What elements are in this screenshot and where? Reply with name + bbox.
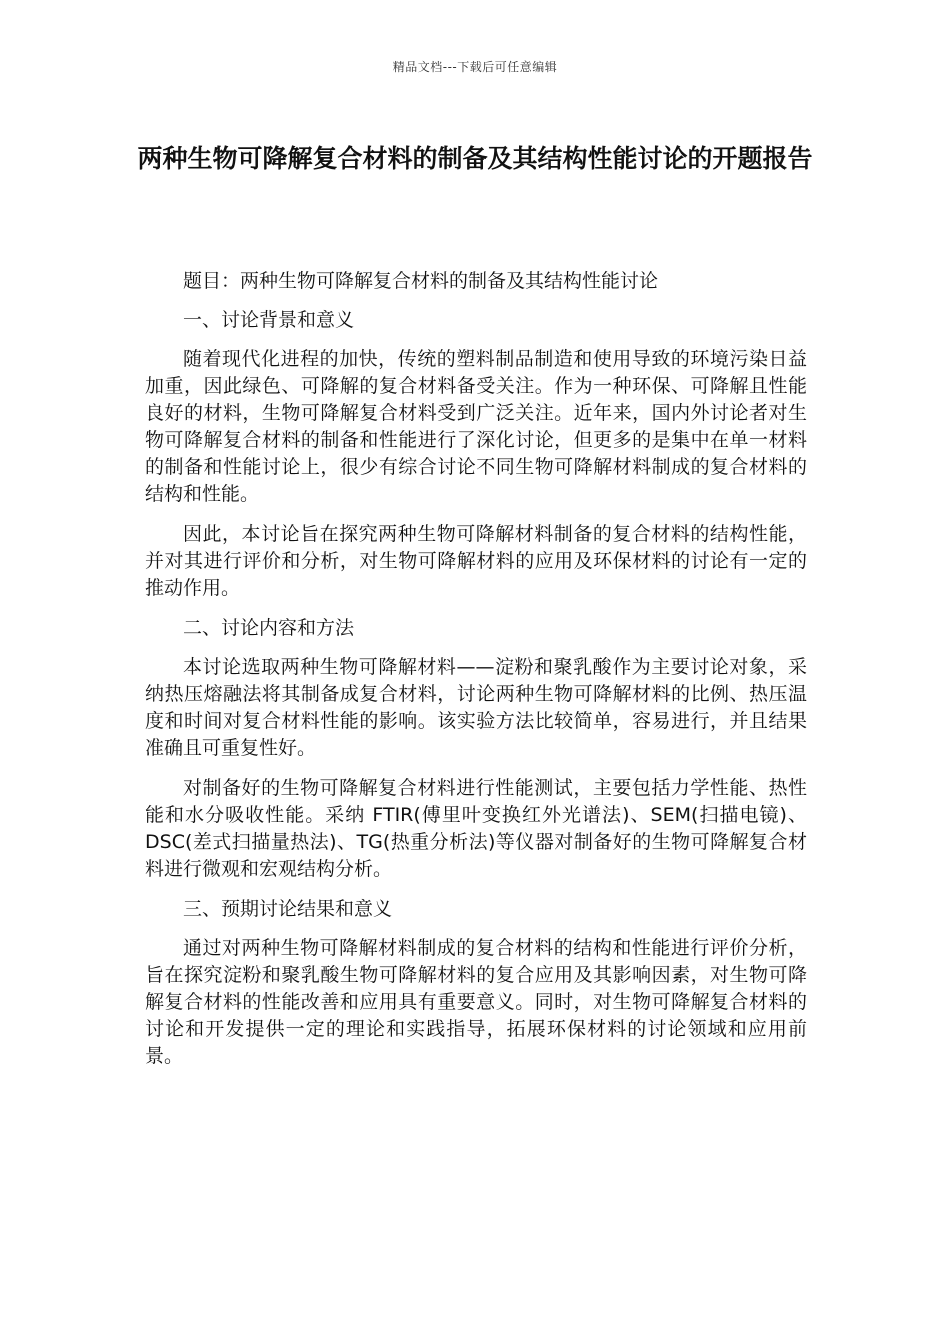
document-body [145,268,807,1083]
section-heading-background: 一、讨论背景和意义 [183,309,355,331]
section-heading-methods: 二、讨论内容和方法 [183,617,355,639]
paragraph-background-1: 随着现代化进程的加快，传统的塑料制品制造和使用导致的环境污染日益加重，因此绿色、可降解的复合材料备受关注。作为一种环保、可降解且性能良好的材料，生物可降解复合材料受到广泛关注。近年来，国内外讨论者对生物可降解复合材料的制备和性能进行了深化讨论，但更多的是集中在单一材料的制备和性能讨论上，很少有综合讨论不同生物可降解材料制成的复合材料的结构和性能。 [145,348,807,505]
header-note: 精品文档---下载后可任意编辑 [392,60,558,74]
paragraph-background-2: 因此，本讨论旨在探究两种生物可降解材料制备的复合材料的结构性能，并对其进行评价和分析，对生物可降解材料的应用及环保材料的讨论有一定的推动作用。 [145,523,807,599]
paragraph-methods-1: 本讨论选取两种生物可降解材料——淀粉和聚乳酸作为主要讨论对象，采纳热压熔融法将其制备成复合材料，讨论两种生物可降解材料的比例、热压温度和时间对复合材料性能的影响。该实验方法比较简单，容易进行，并且结果准确且可重复性好。 [145,656,807,759]
subject-line: 题目：两种生物可降解复合材料的制备及其结构性能讨论 [183,270,659,292]
document-title: 两种生物可降解复合材料的制备及其结构性能讨论的开题报告 [137,144,813,173]
section-heading-expected-results: 三、预期讨论结果和意义 [183,898,393,920]
paragraph-methods-2: 对制备好的生物可降解复合材料进行性能测试，主要包括力学性能、热性能和水分吸收性能。采纳 FTIR(傅里叶变换红外光谱法)、SEM(扫描电镜)、DSC(差式扫描量热法)、TG(热重分析法)等仪器对制备好的生物可降解复合材料进行微观和宏观结构分析。 [145,777,807,880]
paragraph-expected-results-1: 通过对两种生物可降解材料制成的复合材料的结构和性能进行评价分析，旨在探究淀粉和聚乳酸生物可降解材料的复合应用及其影响因素，对生物可降解复合材料的性能改善和应用具有重要意义。同时，对生物可降解复合材料的讨论和开发提供一定的理论和实践指导，拓展环保材料的讨论领域和应用前景。 [145,937,807,1067]
